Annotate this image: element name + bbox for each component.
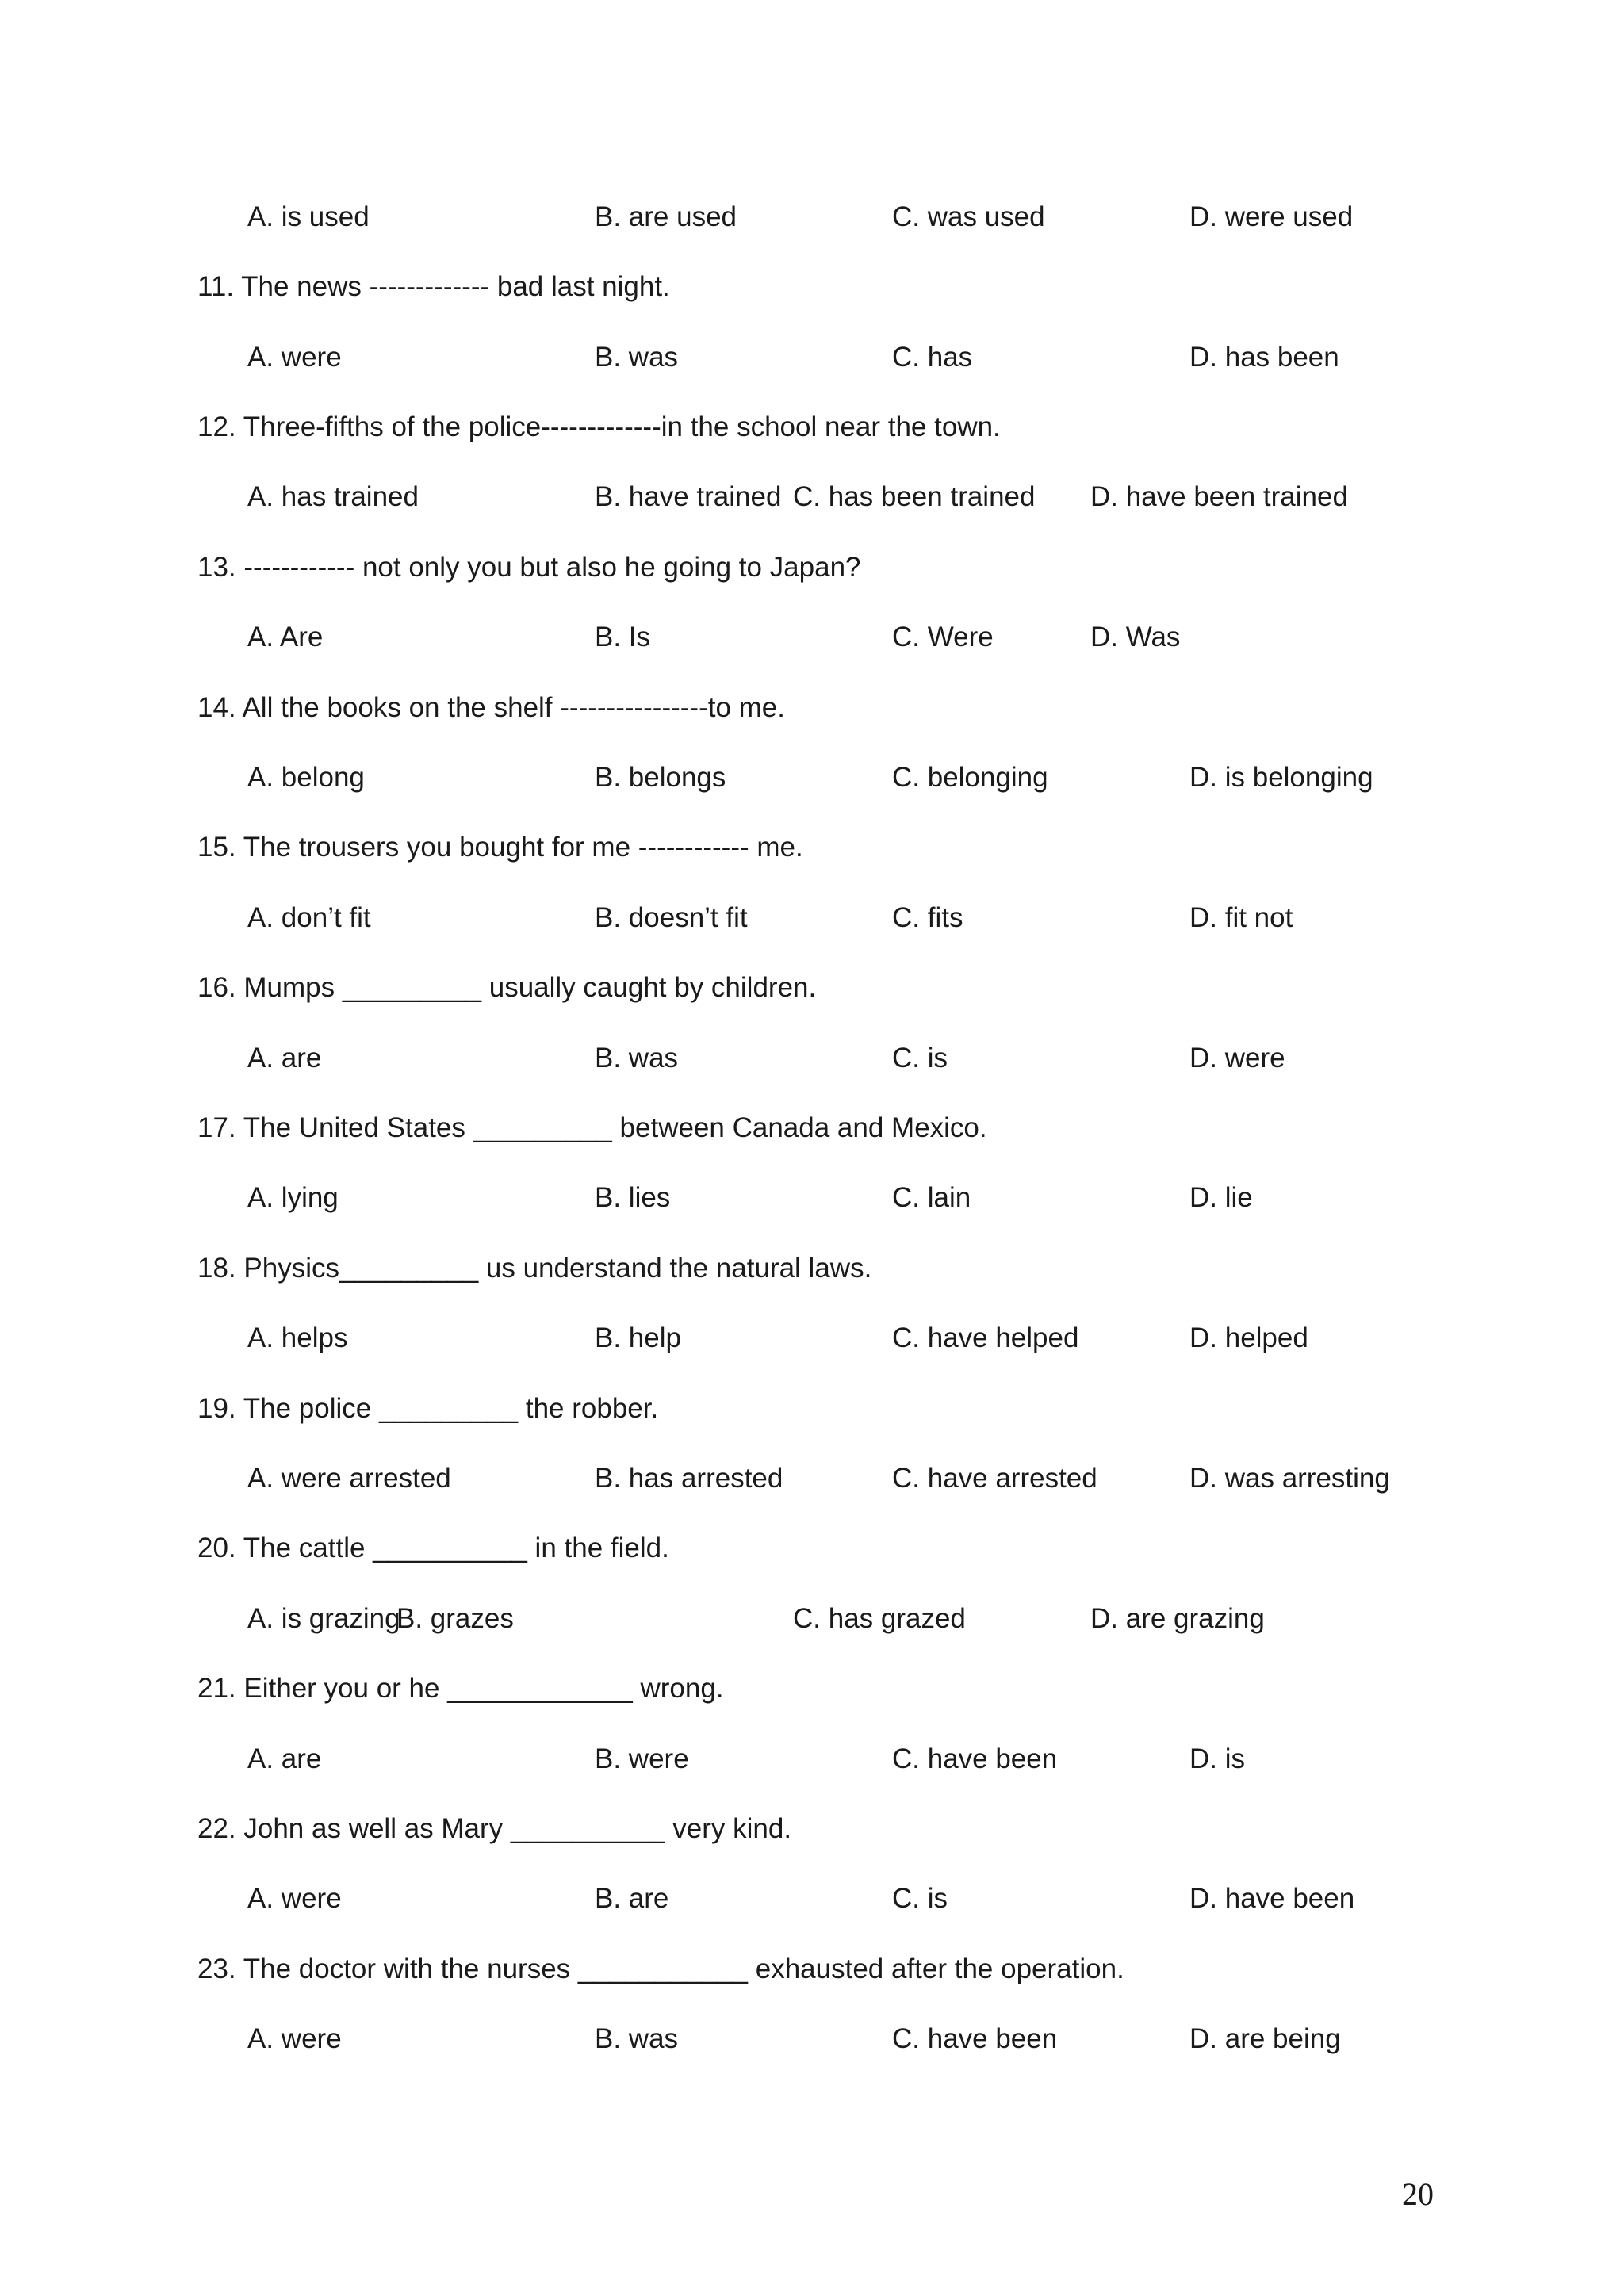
option-d: D. have been (1189, 1883, 1355, 1914)
option-b: B. grazes (396, 1603, 514, 1634)
option-b: B. are used (595, 201, 737, 232)
page-number: 20 (1402, 2176, 1434, 2212)
option-d: D. have been trained (1090, 481, 1348, 512)
option-a: A. were (247, 2023, 342, 2054)
option-b: B. Is (595, 622, 651, 652)
question-stem: 20. The cattle __________ in the field. (197, 1533, 669, 1563)
question-15 (0, 824, 1624, 871)
option-row-18 (0, 1314, 1624, 1362)
option-d: D. is (1189, 1743, 1245, 1774)
question-stem: 14. All the books on the shelf ----------------to me. (197, 692, 785, 723)
option-a: A. is grazing (247, 1603, 400, 1634)
option-b: B. belongs (595, 762, 726, 793)
option-d: D. lie (1189, 1182, 1253, 1213)
option-a: A. lying (247, 1182, 339, 1213)
question-stem: 16. Mumps _________ usually caught by children. (197, 972, 817, 1003)
option-row-10 (0, 193, 1624, 241)
question-17 (0, 1104, 1624, 1152)
question-16 (0, 964, 1624, 1012)
option-d: D. fit not (1189, 902, 1293, 933)
option-c: C. is (892, 1043, 948, 1073)
option-c: C. have been (892, 1743, 1058, 1774)
question-stem: 21. Either you or he ____________ wrong. (197, 1673, 724, 1704)
option-d: D. was arresting (1189, 1463, 1390, 1494)
option-a: A. were (247, 1883, 342, 1914)
option-c: C. belonging (892, 762, 1048, 793)
question-stem: 11. The news ------------- bad last night. (197, 271, 670, 302)
option-b: B. are (595, 1883, 669, 1914)
option-row-12 (0, 473, 1624, 521)
question-18 (0, 1245, 1624, 1292)
question-stem: 13. ------------ not only you but also he going to Japan? (197, 552, 861, 583)
question-23 (0, 1946, 1624, 1993)
option-b: B. has arrested (595, 1463, 783, 1494)
option-a: A. are (247, 1043, 322, 1073)
option-a: A. were (247, 342, 342, 373)
option-row-17 (0, 1174, 1624, 1222)
option-d: D. helped (1189, 1322, 1308, 1353)
option-b: B. have trained (595, 481, 782, 512)
option-b: B. were (595, 1743, 689, 1774)
option-a: A. are (247, 1743, 322, 1774)
question-19 (0, 1385, 1624, 1433)
option-d: D. are grazing (1090, 1603, 1265, 1634)
option-row-13 (0, 614, 1624, 661)
option-c: C. has been trained (793, 481, 1036, 512)
question-12 (0, 404, 1624, 451)
option-b: B. doesn’t fit (595, 902, 748, 933)
question-14 (0, 684, 1624, 732)
option-row-23 (0, 2015, 1624, 2063)
option-d: D. are being (1189, 2023, 1341, 2054)
option-c: C. have helped (892, 1322, 1079, 1353)
question-20 (0, 1525, 1624, 1572)
option-row-14 (0, 754, 1624, 802)
option-c: C. is (892, 1883, 948, 1914)
option-d: D. has been (1189, 342, 1339, 373)
option-row-20 (0, 1595, 1624, 1643)
option-b: B. was (595, 2023, 679, 2054)
option-row-22 (0, 1875, 1624, 1923)
question-11 (0, 263, 1624, 311)
question-21 (0, 1665, 1624, 1712)
question-stem: 22. John as well as Mary __________ very kind. (197, 1813, 792, 1844)
option-a: A. has trained (247, 481, 419, 512)
option-b: B. help (595, 1322, 681, 1353)
option-c: C. lain (892, 1182, 971, 1213)
option-c: C. Were (892, 622, 994, 652)
option-d: D. Was (1090, 622, 1181, 652)
question-stem: 18. Physics_________ us understand the natural laws. (197, 1253, 872, 1284)
question-stem: 15. The trousers you bought for me ------------ me. (197, 832, 803, 863)
option-row-16 (0, 1035, 1624, 1082)
question-stem: 12. Three-fifths of the police-------------in the school near the town. (197, 411, 1001, 442)
option-a: A. is used (247, 201, 370, 232)
option-c: C. has (892, 342, 973, 373)
option-c: C. fits (892, 902, 963, 933)
option-a: A. helps (247, 1322, 348, 1353)
question-13 (0, 544, 1624, 591)
option-row-21 (0, 1735, 1624, 1783)
option-d: D. were used (1189, 201, 1354, 232)
option-row-11 (0, 334, 1624, 381)
option-b: B. was (595, 342, 679, 373)
option-b: B. was (595, 1043, 679, 1073)
option-a: A. were arrested (247, 1463, 451, 1494)
question-stem: 19. The police _________ the robber. (197, 1393, 659, 1424)
option-row-15 (0, 894, 1624, 942)
option-d: D. were (1189, 1043, 1285, 1073)
option-a: A. don’t fit (247, 902, 371, 933)
option-d: D. is belonging (1189, 762, 1373, 793)
option-a: A. Are (247, 622, 324, 652)
question-stem: 17. The United States _________ between Canada and Mexico. (197, 1112, 987, 1143)
question-22 (0, 1805, 1624, 1853)
option-c: C. have arrested (892, 1463, 1097, 1494)
option-a: A. belong (247, 762, 365, 793)
question-stem: 23. The doctor with the nurses ___________ exhausted after the operation. (197, 1954, 1124, 1984)
option-c: C. has grazed (793, 1603, 966, 1634)
option-c: C. was used (892, 201, 1045, 232)
option-row-19 (0, 1455, 1624, 1502)
option-c: C. have been (892, 2023, 1058, 2054)
option-b: B. lies (595, 1182, 671, 1213)
